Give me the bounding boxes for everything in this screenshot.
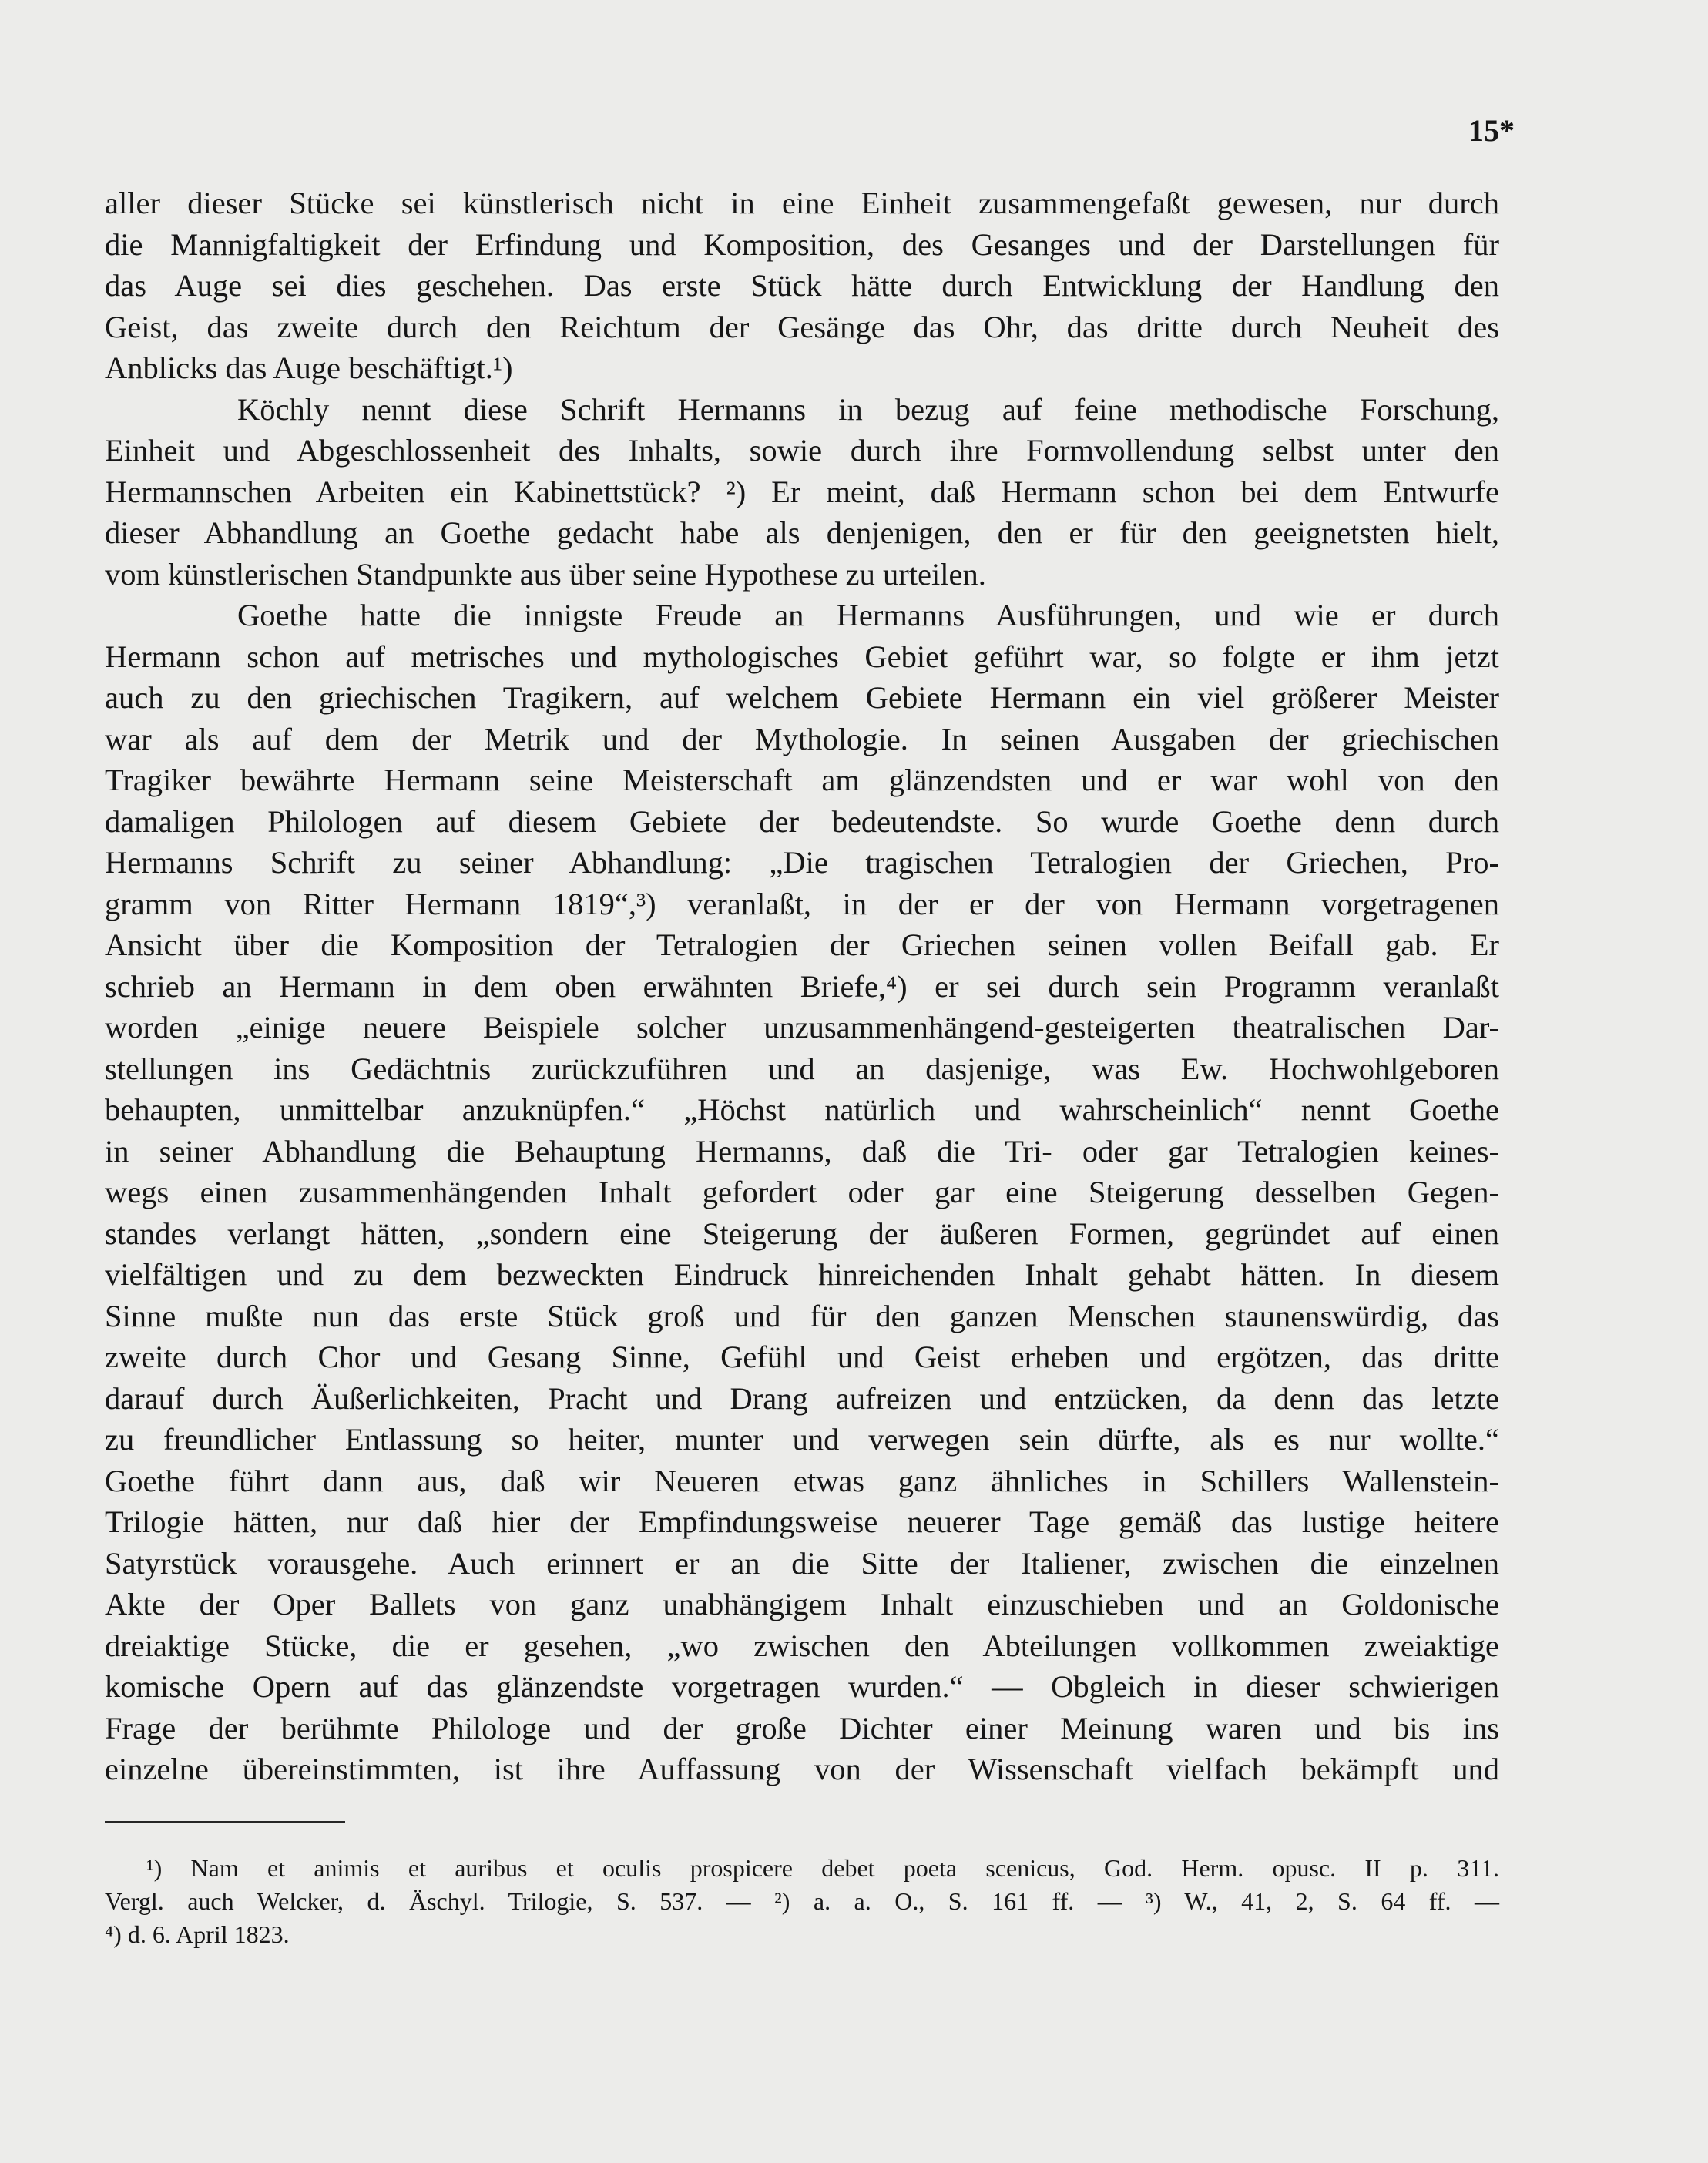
body-line: Hermann schon auf metrisches und mythologisches Gebiet geführt war, so folgte er ihm jetzt [105, 639, 1499, 674]
body-line: Akte der Oper Ballets von ganz unabhängigem Inhalt einzuschieben und an Goldonische [105, 1587, 1499, 1621]
body-line: Tragiker bewährte Hermann seine Meisterschaft am glänzendsten und er war wohl von den [105, 763, 1499, 797]
body-line: Trilogie hätten, nur daß hier der Empfindungsweise neuerer Tage gemäß das lustige heitere [105, 1504, 1499, 1539]
page-number: 15* [1468, 113, 1515, 148]
body-line: Goethe führt dann aus, daß wir Neueren etwas ganz ähnliches in Schillers Wallenstein- [105, 1463, 1499, 1498]
body-line: zweite durch Chor und Gesang Sinne, Gefühl und Geist erheben und ergötzen, das dritte [105, 1340, 1499, 1374]
body-line: die Mannigfaltigkeit der Erfindung und Komposition, des Gesanges und der Darstellungen für [105, 226, 1499, 262]
body-line: Geist, das zweite durch den Reichtum der Gesänge das Ohr, das dritte durch Neuheit des [105, 309, 1499, 344]
body-line: komische Opern auf das glänzendste vorgetragen wurden.“ — Obgleich in dieser schwierigen [105, 1669, 1499, 1704]
body-line: vielfältigen und zu dem bezweckten Eindruck hinreichenden Inhalt gehabt hätten. In diesem [105, 1257, 1499, 1292]
body-line: in seiner Abhandlung die Behauptung Hermanns, daß die Tri- oder gar Tetralogien keines- [105, 1133, 1499, 1169]
body-line: behaupten, unmittelbar anzuknüpfen.“ „Höchst natürlich und wahrscheinlich“ nennt Goethe [105, 1092, 1499, 1127]
footnote-line: ⁴) d. 6. April 1823. [105, 1920, 290, 1948]
paragraph-start: Köchly nennt diese Schrift Hermanns in bezug auf feine methodische Forschung, [237, 391, 1499, 427]
body-line: vom künstlerischen Standpunkte aus über seine Hypothese zu urteilen. [105, 556, 986, 592]
footnotes [105, 1852, 1499, 1951]
body-line: Ansicht über die Komposition der Tetralogien der Griechen seinen vollen Beifall gab. Er [105, 927, 1499, 962]
footnote-divider [105, 1821, 345, 1823]
body-line: zu freundlicher Entlassung so heiter, munter und verwegen sein dürfte, als es nur wollte.“ [105, 1422, 1499, 1457]
body-line: dieser Abhandlung an Goethe gedacht habe als denjenigen, den er für den geeignetsten hielt, [105, 515, 1499, 550]
body-line: aller dieser Stücke sei künstlerisch nicht in eine Einheit zusammengefaßt gewesen, nur durch [105, 186, 1499, 220]
body-line: auch zu den griechischen Tragikern, auf welchem Gebiete Hermann ein viel größerer Meister [105, 680, 1499, 715]
paragraph-start: Goethe hatte die innigste Freude an Hermanns Ausführungen, und wie er durch [237, 598, 1499, 632]
body-line: wegs einen zusammenhängenden Inhalt gefordert oder gar eine Steigerung desselben Gegen- [105, 1175, 1499, 1209]
body-line: schrieb an Hermann in dem oben erwähnten Briefe,⁴) er sei durch sein Programm veranlaßt [105, 968, 1499, 1004]
footnote-line: Vergl. auch Welcker, d. Äschyl. Trilogie, S. 537. — ²) a. a. O., S. 161 ff. — ³) W., 41, 2, S. 64 ff. — [105, 1887, 1499, 1915]
body-line: war als auf dem der Metrik und der Mythologie. In seinen Ausgaben der griechischen [105, 721, 1499, 756]
body-text [105, 183, 1499, 1790]
body-line: damaligen Philologen auf diesem Gebiete der bedeutendste. So wurde Goethe denn durch [105, 803, 1499, 839]
footnote-line: ¹) Nam et animis et auribus et oculis prospicere debet poeta scenicus, God. Herm. opusc. II p. 311. [146, 1854, 1499, 1882]
body-line: das Auge sei dies geschehen. Das erste Stück hätte durch Entwicklung der Handlung den [105, 268, 1499, 303]
body-line: darauf durch Äußerlichkeiten, Pracht und Drang aufreizen und entzücken, da denn das letzte [105, 1380, 1499, 1416]
body-line: stellungen ins Gedächtnis zurückzuführen und an dasjenige, was Ew. Hochwohlgeboren [105, 1051, 1499, 1086]
body-line: Sinne mußte nun das erste Stück groß und für den ganzen Menschen staunenswürdig, das [105, 1298, 1499, 1333]
body-line: Hermanns Schrift zu seiner Abhandlung: „Die tragischen Tetralogien der Griechen, Pro- [105, 845, 1499, 880]
body-line: gramm von Ritter Hermann 1819“,³) veranlaßt, in der er der von Hermann vorgetragenen [105, 886, 1499, 921]
body-line: Hermannschen Arbeiten ein Kabinettstück? ²) Er meint, daß Hermann schon bei dem Entwurfe [105, 474, 1499, 509]
body-line: Einheit und Abgeschlossenheit des Inhalts, sowie durch ihre Formvollendung selbst unter den [105, 433, 1499, 468]
body-line: standes verlangt hätten, „sondern eine Steigerung der äußeren Formen, gegründet auf einen [105, 1216, 1499, 1251]
body-line: dreiaktige Stücke, die er gesehen, „wo zwischen den Abteilungen vollkommen zweiaktige [105, 1628, 1499, 1663]
body-line: Anblicks das Auge beschäftigt.¹) [105, 350, 513, 385]
body-line: einzelne übereinstimmten, ist ihre Auffassung von der Wissenschaft vielfach bekämpft und [105, 1752, 1499, 1786]
body-line: worden „einige neuere Beispiele solcher unzusammenhängend-gesteigerten theatralischen Dar- [105, 1010, 1499, 1045]
body-line: Satyrstück vorausgehe. Auch erinnert er an die Sitte der Italiener, zwischen die einzelnen [105, 1545, 1499, 1581]
body-line: Frage der berühmte Philologe und der große Dichter einer Meinung waren und bis ins [105, 1710, 1499, 1745]
